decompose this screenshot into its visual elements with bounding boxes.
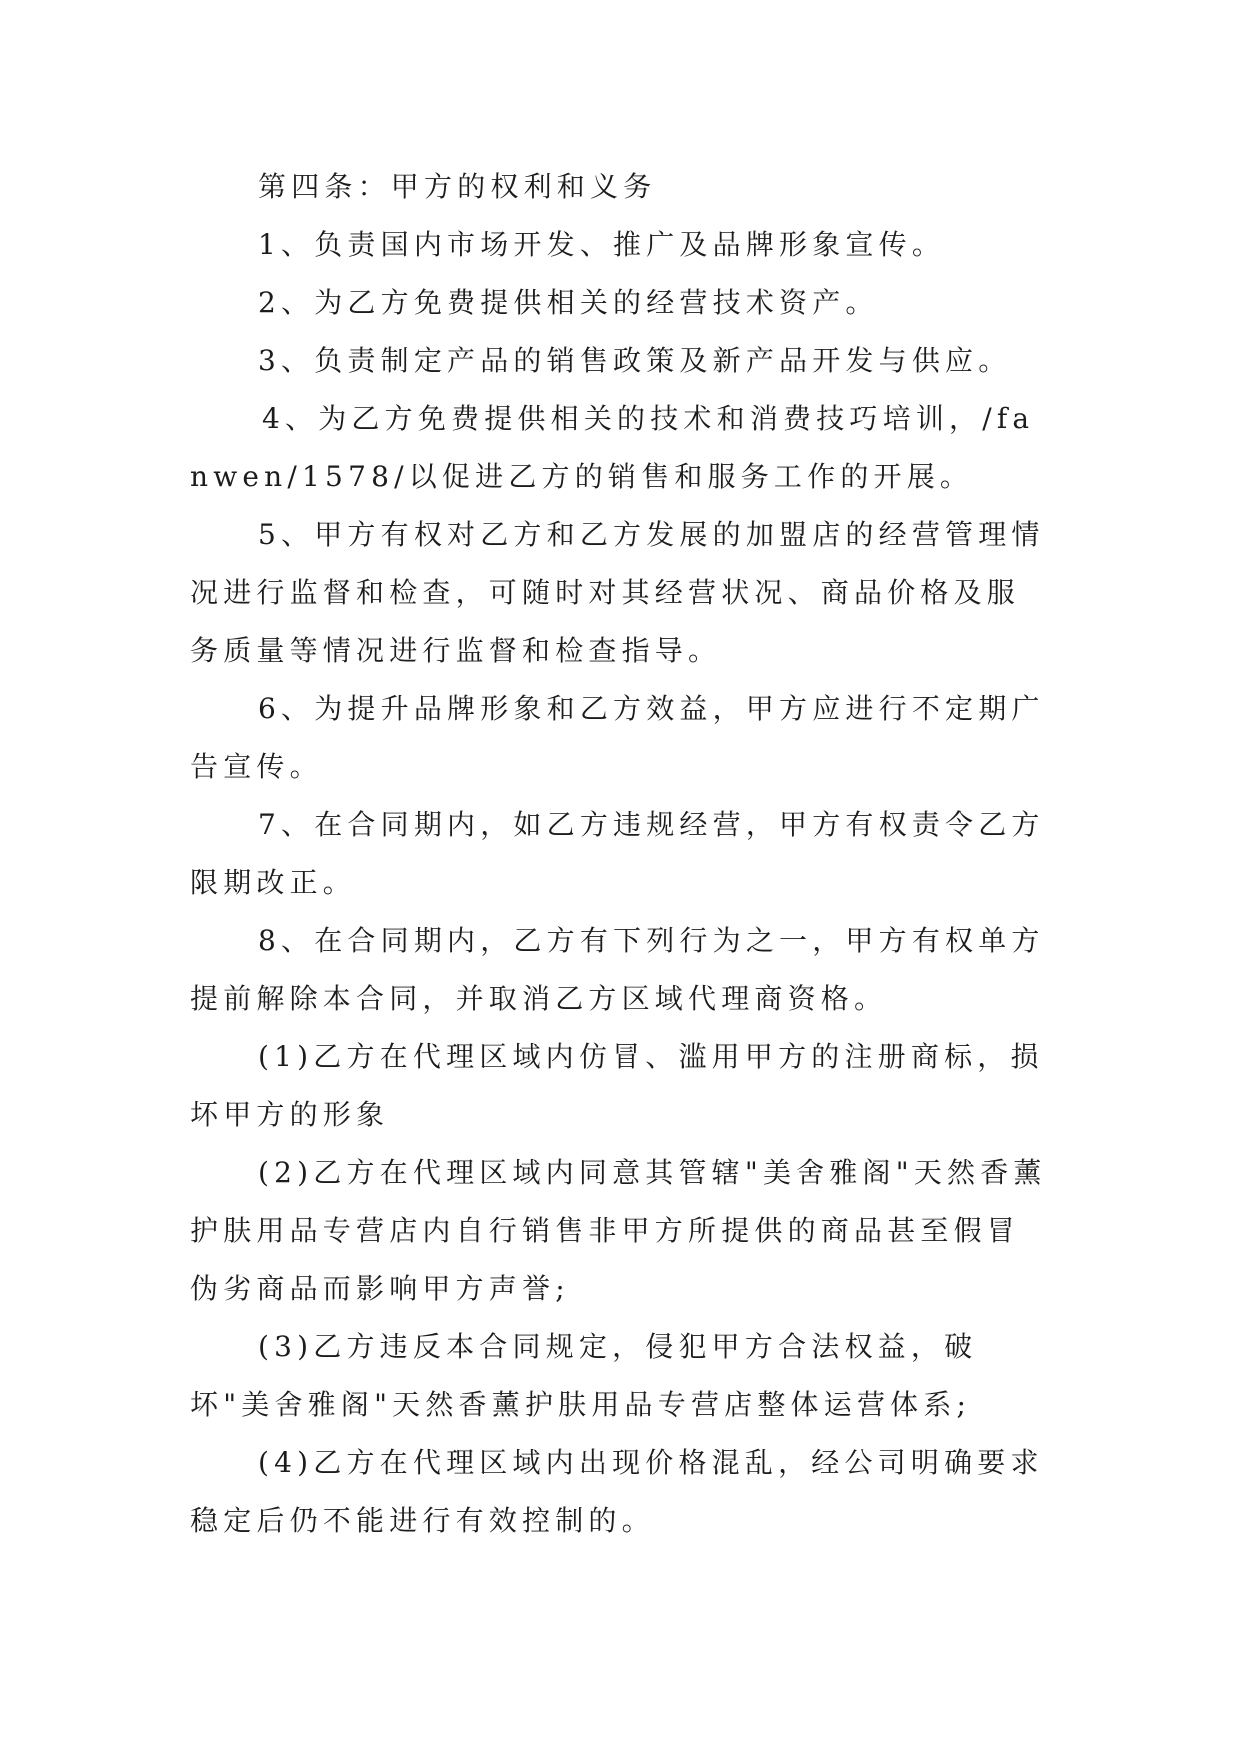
subitem-3: (3)乙方违反本合同规定，侵犯甲方合法权益，破坏"美舍雅阁"天然香薰护肤用品专营店整体运营体系; [190, 1330, 978, 1421]
paragraph-item-6: 6、为提升品牌形象和乙方效益，甲方应进行不定期广告宣传。 [190, 692, 1045, 783]
document-body [190, 158, 1050, 1550]
subitem-4: (4)乙方在代理区域内出现价格混乱，经公司明确要求稳定后仍不能进行有效控制的。 [190, 1446, 1044, 1537]
subitem-1: (1)乙方在代理区域内仿冒、滥用甲方的注册商标，损坏甲方的形象 [190, 1040, 1044, 1131]
paragraph-item-7: 7、在合同期内，如乙方违规经营，甲方有权责令乙方限期改正。 [190, 808, 1045, 899]
section-heading: 第四条：甲方的权利和义务 [258, 170, 657, 203]
paragraph-item-1: 1、负责国内市场开发、推广及品牌形象宣传。 [258, 228, 946, 261]
paragraph-item-2: 2、为乙方免费提供相关的经营技术资产。 [258, 286, 879, 319]
paragraph-item-3: 3、负责制定产品的销售政策及新产品开发与供应。 [258, 344, 1012, 377]
paragraph-item-8: 8、在合同期内，乙方有下列行为之一，甲方有权单方提前解除本合同，并取消乙方区域代理商资格。 [190, 924, 1045, 1015]
paragraph-item-5: 5、甲方有权对乙方和乙方发展的加盟店的经营管理情况进行监督和检查，可随时对其经营状况、商品价格及服务质量等情况进行监督和检查指导。 [190, 518, 1045, 667]
paragraph-item-4: 4、为乙方免费提供相关的技术和消费技巧培训，/fanwen/1578/以促进乙方的销售和服务工作的开展。 [190, 402, 1035, 493]
subitem-2: (2)乙方在代理区域内同意其管辖"美舍雅阁"天然香薰护肤用品专营店内自行销售非甲方所提供的商品甚至假冒伪劣商品而影响甲方声誉; [190, 1156, 1047, 1305]
